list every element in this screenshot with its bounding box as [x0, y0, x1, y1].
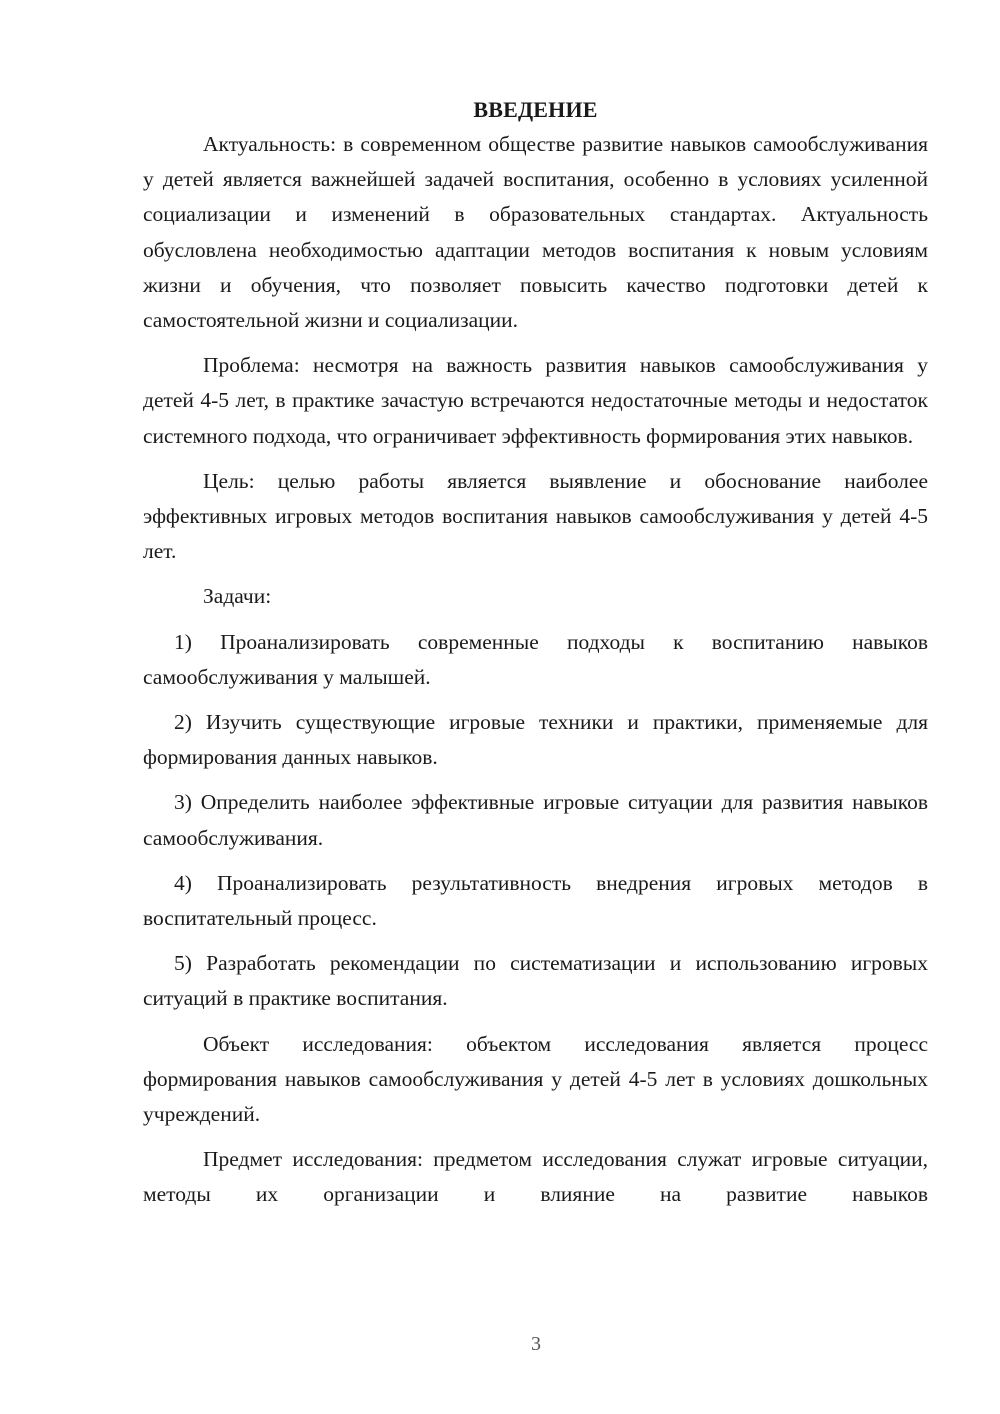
document-page — [143, 92, 928, 1213]
paragraph-goal: Цель: целью работы является выявление и обоснование наиболее эффективных игровых методов воспитания навыков самообслуживания у детей 4-5 лет. — [143, 468, 928, 564]
page-number: 3 — [531, 1333, 541, 1355]
paragraph-relevance: Актуальность: в современном обществе развитие навыков самообслуживания у детей является важнейшей задачей воспитания, особенно в условиях усиленной социализации и изменений в образовательных стандартах. Актуальность обусловлена необходимостью адаптации методов воспитания к новым условиям жизни и обучения, что позволяет повысить качество подготовки детей к самостоятельной жизни и социализации. — [143, 132, 928, 333]
task-item-3: 3) Определить наиболее эффективные игровые ситуации для развития навыков самообслуживания. — [143, 790, 928, 850]
paragraph-object: Объект исследования: объектом исследования является процесс формирования навыков самообслуживания у детей 4-5 лет в условиях дошкольных учреждений. — [143, 1031, 928, 1127]
task-item-4: 4) Проанализировать результативность внедрения игровых методов в воспитательный процесс. — [143, 870, 928, 931]
task-item-2: 2) Изучить существующие игровые техники и практики, применяемые для формирования данных навыков. — [143, 710, 928, 770]
section-title: ВВЕДЕНИЕ — [473, 97, 598, 122]
paragraph-subject: Предмет исследования: предметом исследования служат игровые ситуации, методы их организации и влияние на развитие навыков — [143, 1147, 928, 1207]
paragraph-tasks-heading: Задачи: — [203, 584, 272, 609]
paragraph-problem: Проблема: несмотря на важность развития навыков самообслуживания у детей 4-5 лет, в практике зачастую встречаются недостаточные методы и недостаток системного подхода, что ограничивает эффективность формирования этих навыков. — [143, 353, 928, 448]
task-item-1: 1) Проанализировать современные подходы к воспитанию навыков самообслуживания у малышей. — [143, 629, 928, 689]
task-item-5: 5) Разработать рекомендации по систематизации и использованию игровых ситуаций в практике воспитания. — [143, 951, 928, 1011]
